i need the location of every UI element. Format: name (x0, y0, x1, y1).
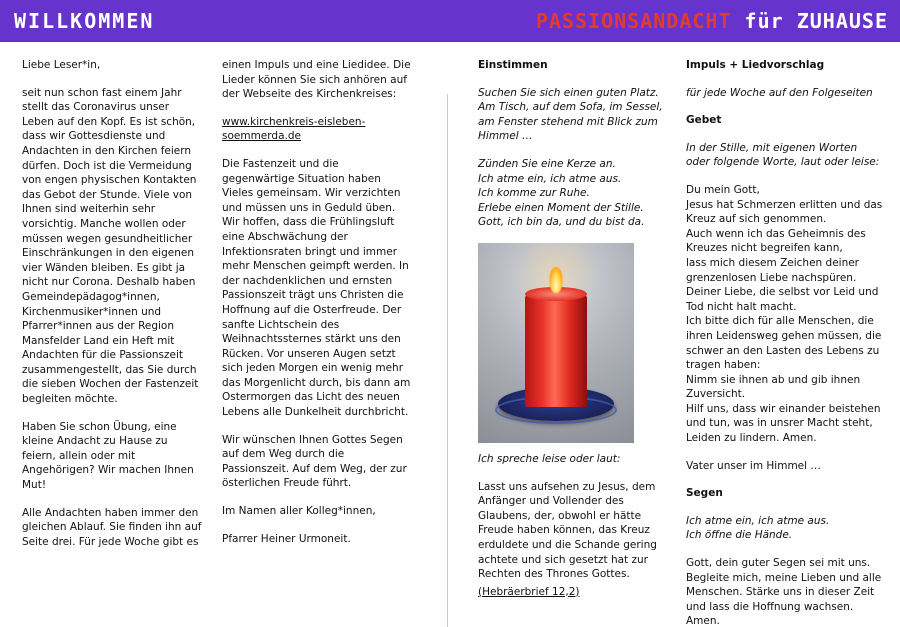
scripture-reference: (Hebräerbrief 12,2) (478, 585, 580, 598)
einstimmen-heading: Einstimmen (478, 59, 548, 71)
welcome-paragraph-1: seit nun schon fast einem Jahr stellt das Coronavirus unser Leben auf den Kopf. Es ist schön, dass wir Gottesdienste und Andachten in den Kirchen feiern dürfen. Doch ist die Vermeidung von engen physischen Kontakten das Gebot der Stunde. Viele von Ihnen sind weiterhin sehr vorsichtig. Manche wollen oder müssen wegen gesundheitlicher Einschränkungen in den eigenen vier Wänden bleiben. Es gibt ja nicht nur Corona. Deshalb haben Gemeindepädagog*innen, Kirchenmusiker*innen und Pfarrer*innen aus der Region Mansfelder Land ein Heft mit Andachten für die Passionszeit zusammengestellt, das Sie durch die sieben Wochen der Fastenzeit begleiten möchte. (22, 86, 199, 406)
header-title-sub: für ZUHAUSE (744, 9, 888, 33)
segen-italic: Ich atme ein, ich atme aus. Ich öffne die Hände. (686, 514, 830, 542)
header-left-title: WILLKOMMEN (14, 9, 155, 33)
einstimmen-intro: Suchen Sie sich einen guten Platz. Am Tisch, auf dem Sofa, im Sessel, am Fenster stehend mit Blick zum Himmel … (478, 86, 663, 143)
closing-line: Im Namen aller Kolleg*innen, (222, 505, 376, 518)
gebet-intro: In der Stille, mit eigenen Worten oder folgende Worte, laut oder leise: (686, 141, 880, 169)
column-welcome-left (22, 58, 204, 562)
einstimmen-instruction: Zünden Sie eine Kerze an. Ich atme ein, ich atme aus. Ich komme zur Ruhe. Erlebe einen Moment der Stille. Gott, ich bin da, und du bist da. (478, 157, 645, 229)
signature: Pfarrer Heiner Urmoneit. (222, 532, 351, 545)
welcome-paragraph-4: einen Impuls und eine Liedidee. Die Lieder können Sie sich anhören auf der Webseite des Kirchenkreises: (222, 59, 411, 101)
page-header (0, 0, 900, 42)
photo-caption: Ich spreche leise oder laut: (478, 452, 621, 465)
candle-body (525, 295, 587, 407)
segen-text: Gott, dein guter Segen sei mit uns. Begleite mich, meine Lieben und alle Menschen. Stärke uns in dieser Zeit und lass die Hoffnung wachsen. Amen. (686, 557, 882, 627)
welcome-paragraph-5: Die Fastenzeit und die gegenwärtige Situation haben Vieles gemeinsam. Wir verzichten und müssen uns in Geduld üben. Wir hoffen, dass die Frühlingsluft eine Abschwächung der Infektionsraten bringt und immer mehr Menschen geimpft werden. In der nachdenklichen und ernsten Passionszeit trägt uns Christen die Hoffnung auf die Osterfreude. Der sanfte Lichtschein des Weihnachtssternes stärkt uns den Rücken. Vor unseren Augen setzt sich jeden Morgen ein wenig mehr das Morgenlicht durch, bis dann am Ostermorgen das Licht des neuen Lebens alle Dunkelheit durchbricht. (222, 157, 411, 419)
gebet-text: Du mein Gott, Jesus hat Schmerzen erlitten und das Kreuz auf sich genommen. Auch wenn ich das Geheimnis des Kreuzes nicht begreifen kann, lass mich diesem Zeichen deiner grenzenlosen Liebe nachspüren. Deiner Liebe, die selbst vor Leid und Tod nicht halt macht. Ich bitte dich für alle Menschen, die ihren Leidensweg gehen müssen, die schwer an den Lasten des Lebens zu tragen haben: Nimm sie ihnen ab und gib ihnen Zuversicht. Hilf uns, dass wir einander beistehen und tun, was in unsrer Macht steht, Leiden zu lindern. Amen. (686, 183, 883, 445)
vaterunser: Vater unser im Himmel … (686, 459, 821, 472)
candle-photo (478, 243, 634, 443)
scripture-text: Lasst uns aufsehen zu Jesus, dem Anfänger und Vollender des Glaubens, der, obwohl er hätte Freude haben können, das Kreuz erduldete und die Schande gering achtete und sich gesetzt hat zur Rechten des Thrones Gottes. (478, 480, 657, 581)
segen-heading: Segen (686, 487, 723, 500)
column-impuls (686, 58, 884, 627)
page-content (0, 42, 900, 627)
column-divider (447, 94, 448, 627)
column-welcome-right (222, 58, 412, 559)
candle-flame-icon (550, 267, 563, 293)
gebet-heading: Gebet (686, 114, 722, 127)
header-right-title (536, 9, 888, 33)
welcome-paragraph-2: Haben Sie schon Übung, eine kleine Andacht zu Hause zu feiern, allein oder mit Angehörigen? Wir machen Ihnen Mut! (22, 420, 194, 492)
welcome-paragraph-3: Alle Andachten haben immer den gleichen Ablauf. Sie finden ihn auf Seite drei. Für jede Woche gibt es (22, 506, 202, 548)
impuls-heading: Impuls + Liedvorschlag (686, 59, 825, 71)
impuls-subheading: für jede Woche auf den Folgeseiten (686, 86, 873, 99)
kirchenkreis-link[interactable]: www.kirchenkreis-eisleben-soemmerda.de (222, 115, 366, 143)
salutation: Liebe Leser*in, (22, 59, 101, 71)
header-title-main: PASSIONSANDACHT (535, 9, 732, 33)
column-einstimmen (478, 58, 670, 612)
welcome-paragraph-6: Wir wünschen Ihnen Gottes Segen auf dem Weg durch die Passionszeit. Auf dem Weg, der zur österlichen Freude führt. (222, 433, 407, 490)
